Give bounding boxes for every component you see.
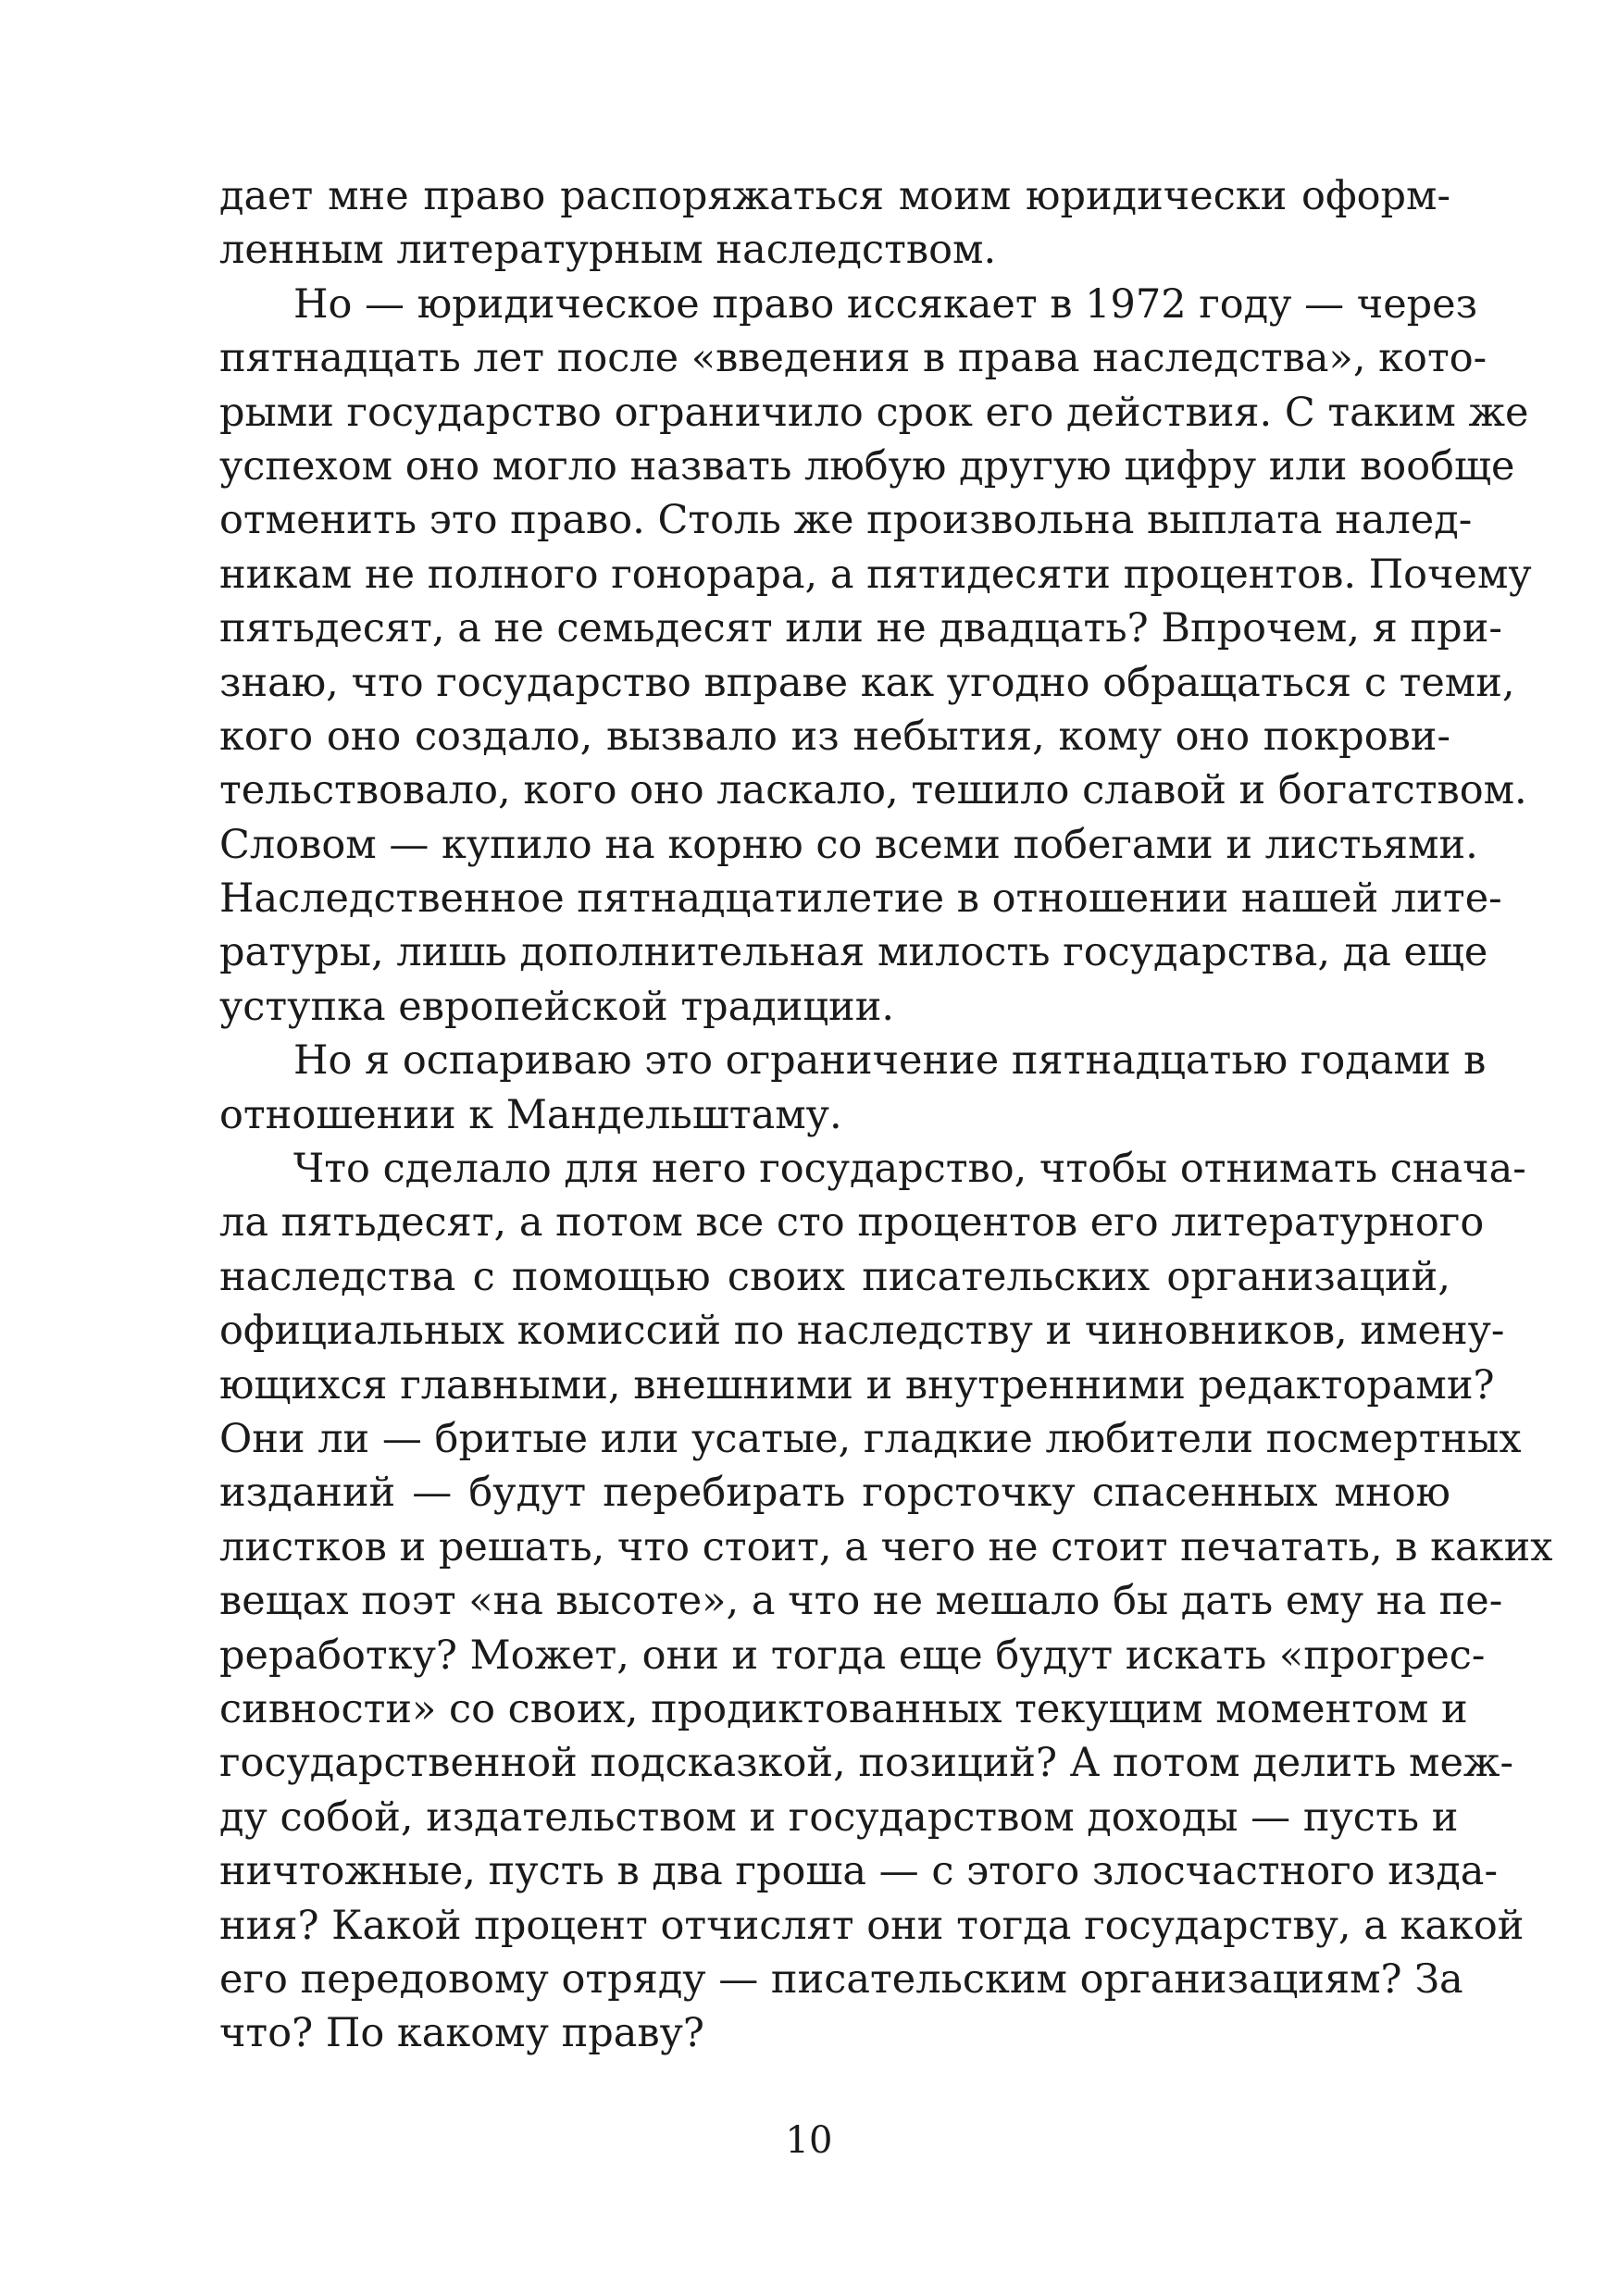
text-line: государственной подсказкой, позиций? А потом делить меж- bbox=[219, 1740, 1514, 1787]
text-line: отношении к Мандельштаму. bbox=[219, 1091, 842, 1138]
text-line: Они ли — бритые или усатые, гладкие любители посмертных bbox=[219, 1415, 1522, 1462]
page-number: 10 bbox=[785, 2119, 833, 2162]
text-line: ленным литературным наследством. bbox=[219, 227, 997, 274]
text-line: отменить это право. Столь же произвольна выплата налед- bbox=[219, 497, 1473, 544]
text-line: реработку? Может, они и тогда еще будут искать «прогрес- bbox=[219, 1632, 1486, 1679]
text-line: ратуры, лишь дополнительная милость государства, да еще bbox=[219, 929, 1488, 976]
text-line: что? По какому праву? bbox=[219, 2010, 704, 2057]
text-line: успехом оно могло назвать любую другую цифру или вообще bbox=[219, 442, 1515, 490]
text-line: уступка европейской традиции. bbox=[219, 983, 895, 1030]
text-line: ния? Какой процент отчислят они тогда государству, а какой bbox=[219, 1902, 1525, 1949]
text-line: Словом — купило на корню со всеми побегами и листьями. bbox=[219, 821, 1478, 868]
text-line: вещах поэт «на высоте», а что не мешало бы дать ему на пе- bbox=[219, 1578, 1503, 1625]
text-line: рыми государство ограничило срок его действия. С таким же bbox=[219, 389, 1529, 436]
text-line: тельствовало, кого оно ласкало, тешило славой и богатством. bbox=[219, 767, 1527, 814]
text-line: листков и решать, что стоит, а чего не стоит печатать, в каких bbox=[219, 1523, 1553, 1570]
text-line: Наследственное пятнадцатилетие в отношении нашей лите- bbox=[219, 875, 1502, 923]
text-line: пятьдесят, а не семьдесят или не двадцать? Впрочем, я при- bbox=[219, 605, 1502, 652]
text-line: официальных комиссий по наследству и чиновников, имену- bbox=[219, 1308, 1505, 1355]
text-line: никам не полного гонорара, а пятидесяти процентов. Почему bbox=[219, 551, 1532, 598]
text-line: сивности» со своих, продиктованных текущим моментом и bbox=[219, 1685, 1468, 1732]
text-line: Но я оспариваю это ограничение пятнадцатью годами в bbox=[293, 1037, 1487, 1085]
text-line: ла пятьдесят, а потом все сто процентов его литературного bbox=[219, 1199, 1485, 1247]
text-line: пятнадцать лет после «введения в права наследства», кото- bbox=[219, 335, 1487, 382]
text-line: ничтожные, пусть в два гроша — с этого злосчастного изда- bbox=[219, 1848, 1498, 1895]
text-line: кого оно создало, вызвало из небытия, кому оно покрови- bbox=[219, 713, 1450, 760]
body-text bbox=[219, 169, 1553, 2061]
text-line: ду собой, издательством и государством доходы — пусть и bbox=[219, 1793, 1459, 1841]
text-line: дает мне право распоряжаться моим юридически оформ- bbox=[219, 173, 1450, 219]
text-line: Что сделало для него государство, чтобы отнимать снача- bbox=[293, 1146, 1526, 1193]
text-line: его передовому отряду — писательским организациям? За bbox=[219, 1955, 1463, 2003]
text-line: наследства с помощью своих писательских организаций, bbox=[219, 1253, 1450, 1300]
text-line: изданий — будут перебирать горсточку спасенных мною bbox=[219, 1470, 1450, 1517]
text-line: знаю, что государство вправе как угодно обращаться с теми, bbox=[219, 659, 1515, 706]
text-line: ющихся главными, внешними и внутренними редакторами? bbox=[219, 1361, 1495, 1409]
text-line: Но — юридическое право иссякает в 1972 году — через bbox=[293, 280, 1478, 328]
